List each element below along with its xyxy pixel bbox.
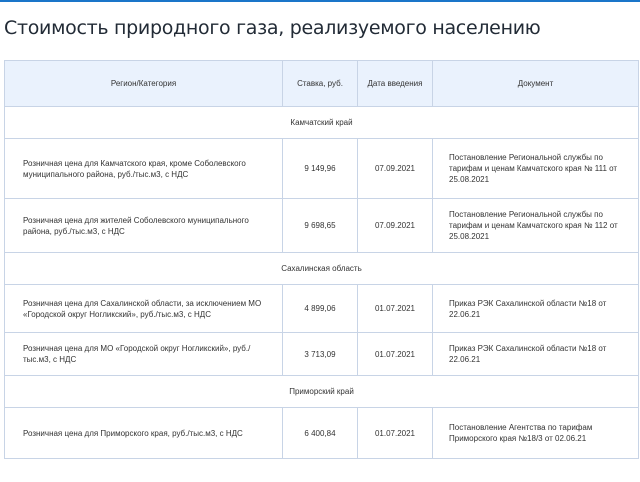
region-group-row xyxy=(5,376,639,408)
date-cell: 01.07.2021 xyxy=(358,285,433,333)
region-label: Приморский край xyxy=(5,376,639,408)
region-group-row xyxy=(5,107,639,139)
column-header-category: Регион/Категория xyxy=(5,61,283,107)
column-header-rate: Ставка, руб. xyxy=(283,61,358,107)
gas-price-table xyxy=(4,60,639,459)
document-cell: Постановление Агентства по тарифам Приморского края №18/3 от 02.06.21 xyxy=(433,408,639,459)
column-header-date: Дата введения xyxy=(358,61,433,107)
region-label: Камчатский край xyxy=(5,107,639,139)
category-cell: Розничная цена для Приморского края, руб./тыс.м3, с НДС xyxy=(5,408,283,459)
table-row xyxy=(5,333,639,376)
table-row xyxy=(5,139,639,199)
table-row xyxy=(5,199,639,253)
table-header-row xyxy=(5,61,639,107)
region-label: Сахалинская область xyxy=(5,253,639,285)
top-accent-bar xyxy=(0,0,640,2)
rate-cell: 4 899,06 xyxy=(283,285,358,333)
page-title: Стоимость природного газа, реализуемого населению xyxy=(4,17,541,39)
rate-cell: 9 149,96 xyxy=(283,139,358,199)
date-cell: 01.07.2021 xyxy=(358,408,433,459)
document-cell: Постановление Региональной службы по тарифам и ценам Камчатского края № 111 от 25.08.2021 xyxy=(433,139,639,199)
category-cell: Розничная цена для МО «Городской округ Ногликский», руб./тыс.м3, с НДС xyxy=(5,333,283,376)
date-cell: 07.09.2021 xyxy=(358,139,433,199)
rate-cell: 6 400,84 xyxy=(283,408,358,459)
column-header-document: Документ xyxy=(433,61,639,107)
document-cell: Постановление Региональной службы по тарифам и ценам Камчатского края № 112 от 25.08.2021 xyxy=(433,199,639,253)
date-cell: 07.09.2021 xyxy=(358,199,433,253)
document-cell: Приказ РЭК Сахалинской области №18 от 22.06.21 xyxy=(433,333,639,376)
category-cell: Розничная цена для Сахалинской области, за исключением МО «Городской округ Ногликский», руб./тыс.м3, с НДС xyxy=(5,285,283,333)
document-cell: Приказ РЭК Сахалинской области №18 от 22.06.21 xyxy=(433,285,639,333)
table-row xyxy=(5,408,639,459)
category-cell: Розничная цена для жителей Соболевского муниципального района, руб./тыс.м3, с НДС xyxy=(5,199,283,253)
rate-cell: 9 698,65 xyxy=(283,199,358,253)
table-row xyxy=(5,285,639,333)
date-cell: 01.07.2021 xyxy=(358,333,433,376)
rate-cell: 3 713,09 xyxy=(283,333,358,376)
region-group-row xyxy=(5,253,639,285)
category-cell: Розничная цена для Камчатского края, кроме Соболевского муниципального района, руб./тыс.м3, с НДС xyxy=(5,139,283,199)
